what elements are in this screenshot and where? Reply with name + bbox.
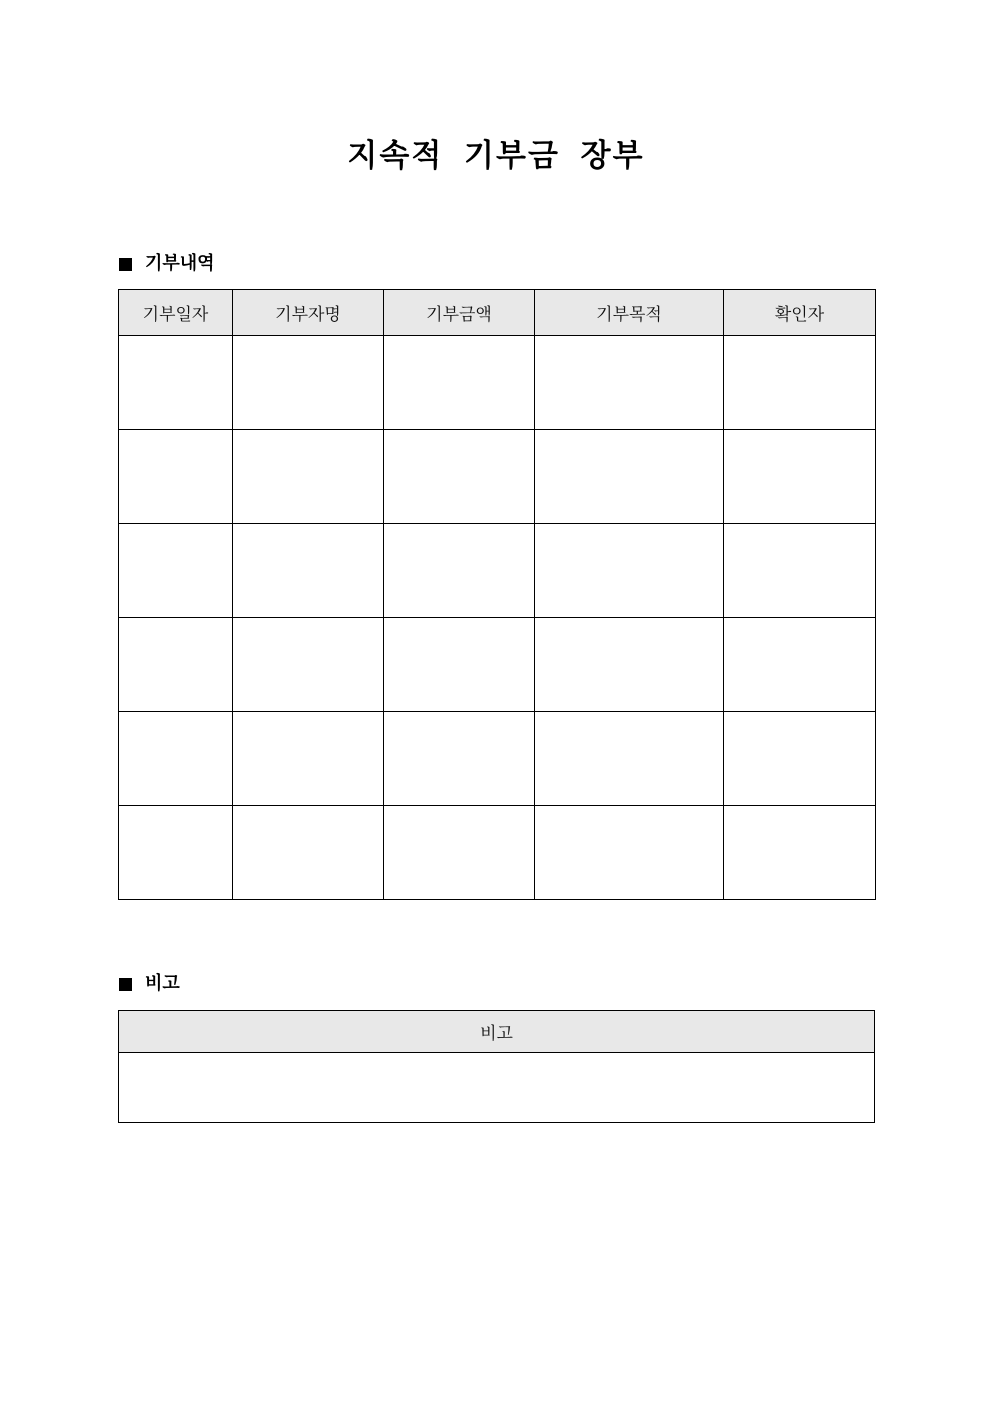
verifier-cell[interactable] bbox=[724, 336, 876, 430]
date-cell[interactable] bbox=[119, 524, 233, 618]
square-bullet-icon bbox=[119, 258, 132, 271]
column-header-remarks: 비고 bbox=[119, 1011, 875, 1053]
donor-cell[interactable] bbox=[233, 806, 384, 900]
verifier-cell[interactable] bbox=[724, 712, 876, 806]
donation-section-label: 기부내역 bbox=[145, 253, 215, 274]
amount-cell[interactable] bbox=[384, 618, 535, 712]
column-header-donor: 기부자명 bbox=[233, 290, 384, 336]
date-cell[interactable] bbox=[119, 712, 233, 806]
remarks-header-row bbox=[119, 1011, 875, 1053]
table-row bbox=[119, 1053, 875, 1123]
amount-cell[interactable] bbox=[384, 336, 535, 430]
amount-cell[interactable] bbox=[384, 430, 535, 524]
table-row bbox=[119, 806, 876, 900]
purpose-cell[interactable] bbox=[535, 618, 724, 712]
purpose-cell[interactable] bbox=[535, 524, 724, 618]
purpose-cell[interactable] bbox=[535, 712, 724, 806]
amount-cell[interactable] bbox=[384, 524, 535, 618]
verifier-cell[interactable] bbox=[724, 524, 876, 618]
date-cell[interactable] bbox=[119, 336, 233, 430]
date-cell[interactable] bbox=[119, 806, 233, 900]
remarks-table bbox=[118, 1010, 875, 1123]
remarks-section-heading bbox=[119, 972, 180, 996]
purpose-cell[interactable] bbox=[535, 806, 724, 900]
document-title: 지속적 기부금 장부 bbox=[347, 138, 645, 174]
column-header-purpose: 기부목적 bbox=[535, 290, 724, 336]
amount-cell[interactable] bbox=[384, 806, 535, 900]
donor-cell[interactable] bbox=[233, 430, 384, 524]
purpose-cell[interactable] bbox=[535, 336, 724, 430]
verifier-cell[interactable] bbox=[724, 618, 876, 712]
donation-section-heading bbox=[119, 252, 215, 276]
donor-cell[interactable] bbox=[233, 336, 384, 430]
donation-header-row bbox=[119, 290, 876, 336]
column-header-date: 기부일자 bbox=[119, 290, 233, 336]
remarks-cell[interactable] bbox=[119, 1053, 875, 1123]
table-row bbox=[119, 618, 876, 712]
donor-cell[interactable] bbox=[233, 524, 384, 618]
remarks-section-label: 비고 bbox=[145, 973, 180, 994]
table-row bbox=[119, 336, 876, 430]
table-row bbox=[119, 430, 876, 524]
verifier-cell[interactable] bbox=[724, 430, 876, 524]
amount-cell[interactable] bbox=[384, 712, 535, 806]
square-bullet-icon bbox=[119, 978, 132, 991]
date-cell[interactable] bbox=[119, 430, 233, 524]
date-cell[interactable] bbox=[119, 618, 233, 712]
table-row bbox=[119, 524, 876, 618]
purpose-cell[interactable] bbox=[535, 430, 724, 524]
column-header-amount: 기부금액 bbox=[384, 290, 535, 336]
donation-table bbox=[118, 289, 876, 900]
donor-cell[interactable] bbox=[233, 618, 384, 712]
verifier-cell[interactable] bbox=[724, 806, 876, 900]
column-header-verifier: 확인자 bbox=[724, 290, 876, 336]
table-row bbox=[119, 712, 876, 806]
donor-cell[interactable] bbox=[233, 712, 384, 806]
